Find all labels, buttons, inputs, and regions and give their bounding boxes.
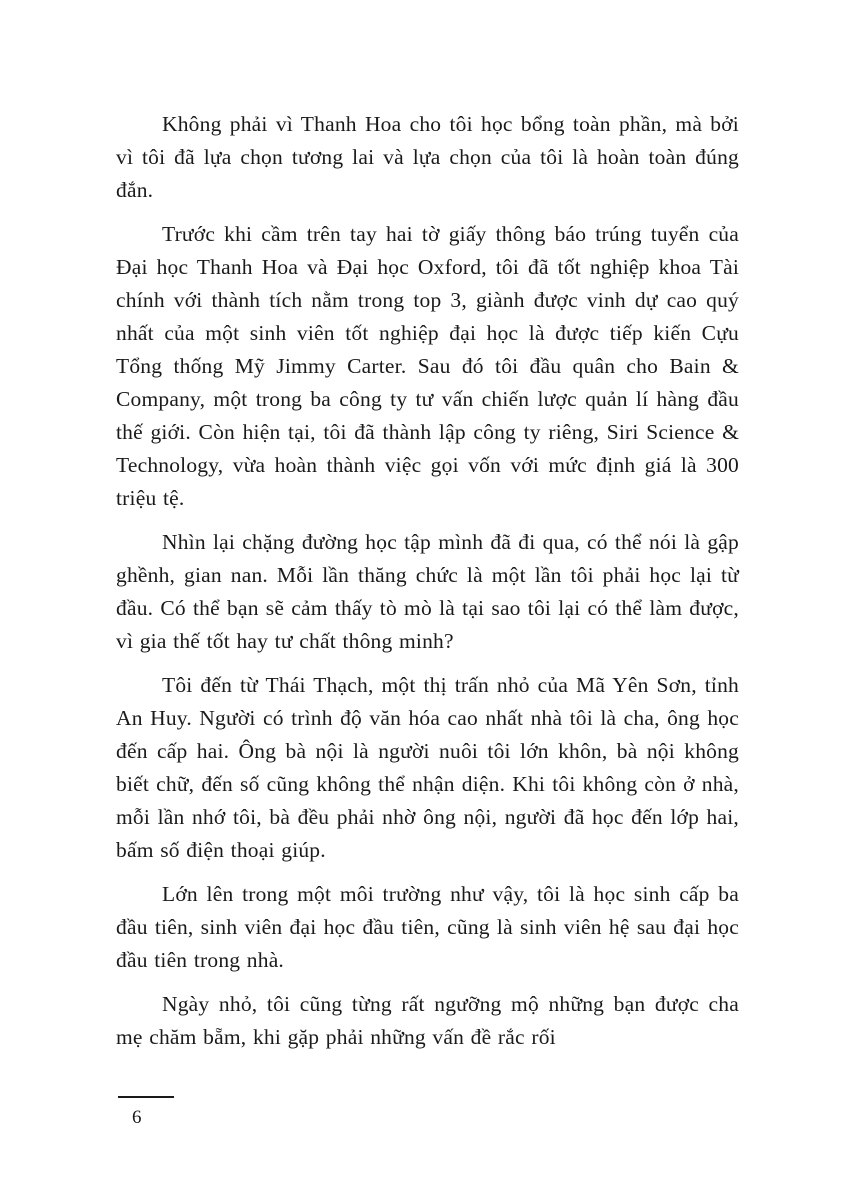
page-body-text <box>116 108 739 1054</box>
paragraph: Không phải vì Thanh Hoa cho tôi học bổng toàn phần, mà bởi vì tôi đã lựa chọn tương lai và lựa chọn của tôi là hoàn toàn đúng đắn. <box>116 112 739 202</box>
page-number-divider <box>118 1096 174 1098</box>
page-number: 6 <box>132 1107 142 1128</box>
paragraph: Tôi đến từ Thái Thạch, một thị trấn nhỏ của Mã Yên Sơn, tỉnh An Huy. Người có trình độ văn hóa cao nhất nhà tôi là cha, ông học đến cấp hai. Ông bà nội là người nuôi tôi lớn khôn, bà nội không biết chữ, đến số cũng không thể nhận diện. Khi tôi không còn ở nhà, mỗi lần nhớ tôi, bà đều phải nhờ ông nội, người đã học đến lớp hai, bấm số điện thoại giúp. <box>116 673 739 862</box>
paragraph: Nhìn lại chặng đường học tập mình đã đi qua, có thể nói là gập ghềnh, gian nan. Mỗi lần thăng chức là một lần tôi phải học lại từ đầu. Có thể bạn sẽ cảm thấy tò mò là tại sao tôi lại có thể làm được, vì gia thế tốt hay tư chất thông minh? <box>116 530 739 653</box>
paragraph: Ngày nhỏ, tôi cũng từng rất ngưỡng mộ những bạn được cha mẹ chăm bẵm, khi gặp phải những vấn đề rắc rối <box>116 992 739 1049</box>
paragraph: Trước khi cầm trên tay hai tờ giấy thông báo trúng tuyển của Đại học Thanh Hoa và Đại học Oxford, tôi đã tốt nghiệp khoa Tài chính với thành tích nằm trong top 3, giành được vinh dự cao quý nhất của một sinh viên tốt nghiệp đại học là được tiếp kiến Cựu Tổng thống Mỹ Jimmy Carter. Sau đó tôi đầu quân cho Bain & Company, một trong ba công ty tư vấn chiến lược quản lí hàng đầu thế giới. Còn hiện tại, tôi đã thành lập công ty riêng, Siri Science & Technology, vừa hoàn thành việc gọi vốn với mức định giá là 300 triệu tệ. <box>116 222 739 510</box>
page-footer <box>116 1096 174 1129</box>
paragraph: Lớn lên trong một môi trường như vậy, tôi là học sinh cấp ba đầu tiên, sinh viên đại học đầu tiên, cũng là sinh viên hệ sau đại học đầu tiên trong nhà. <box>116 882 739 972</box>
